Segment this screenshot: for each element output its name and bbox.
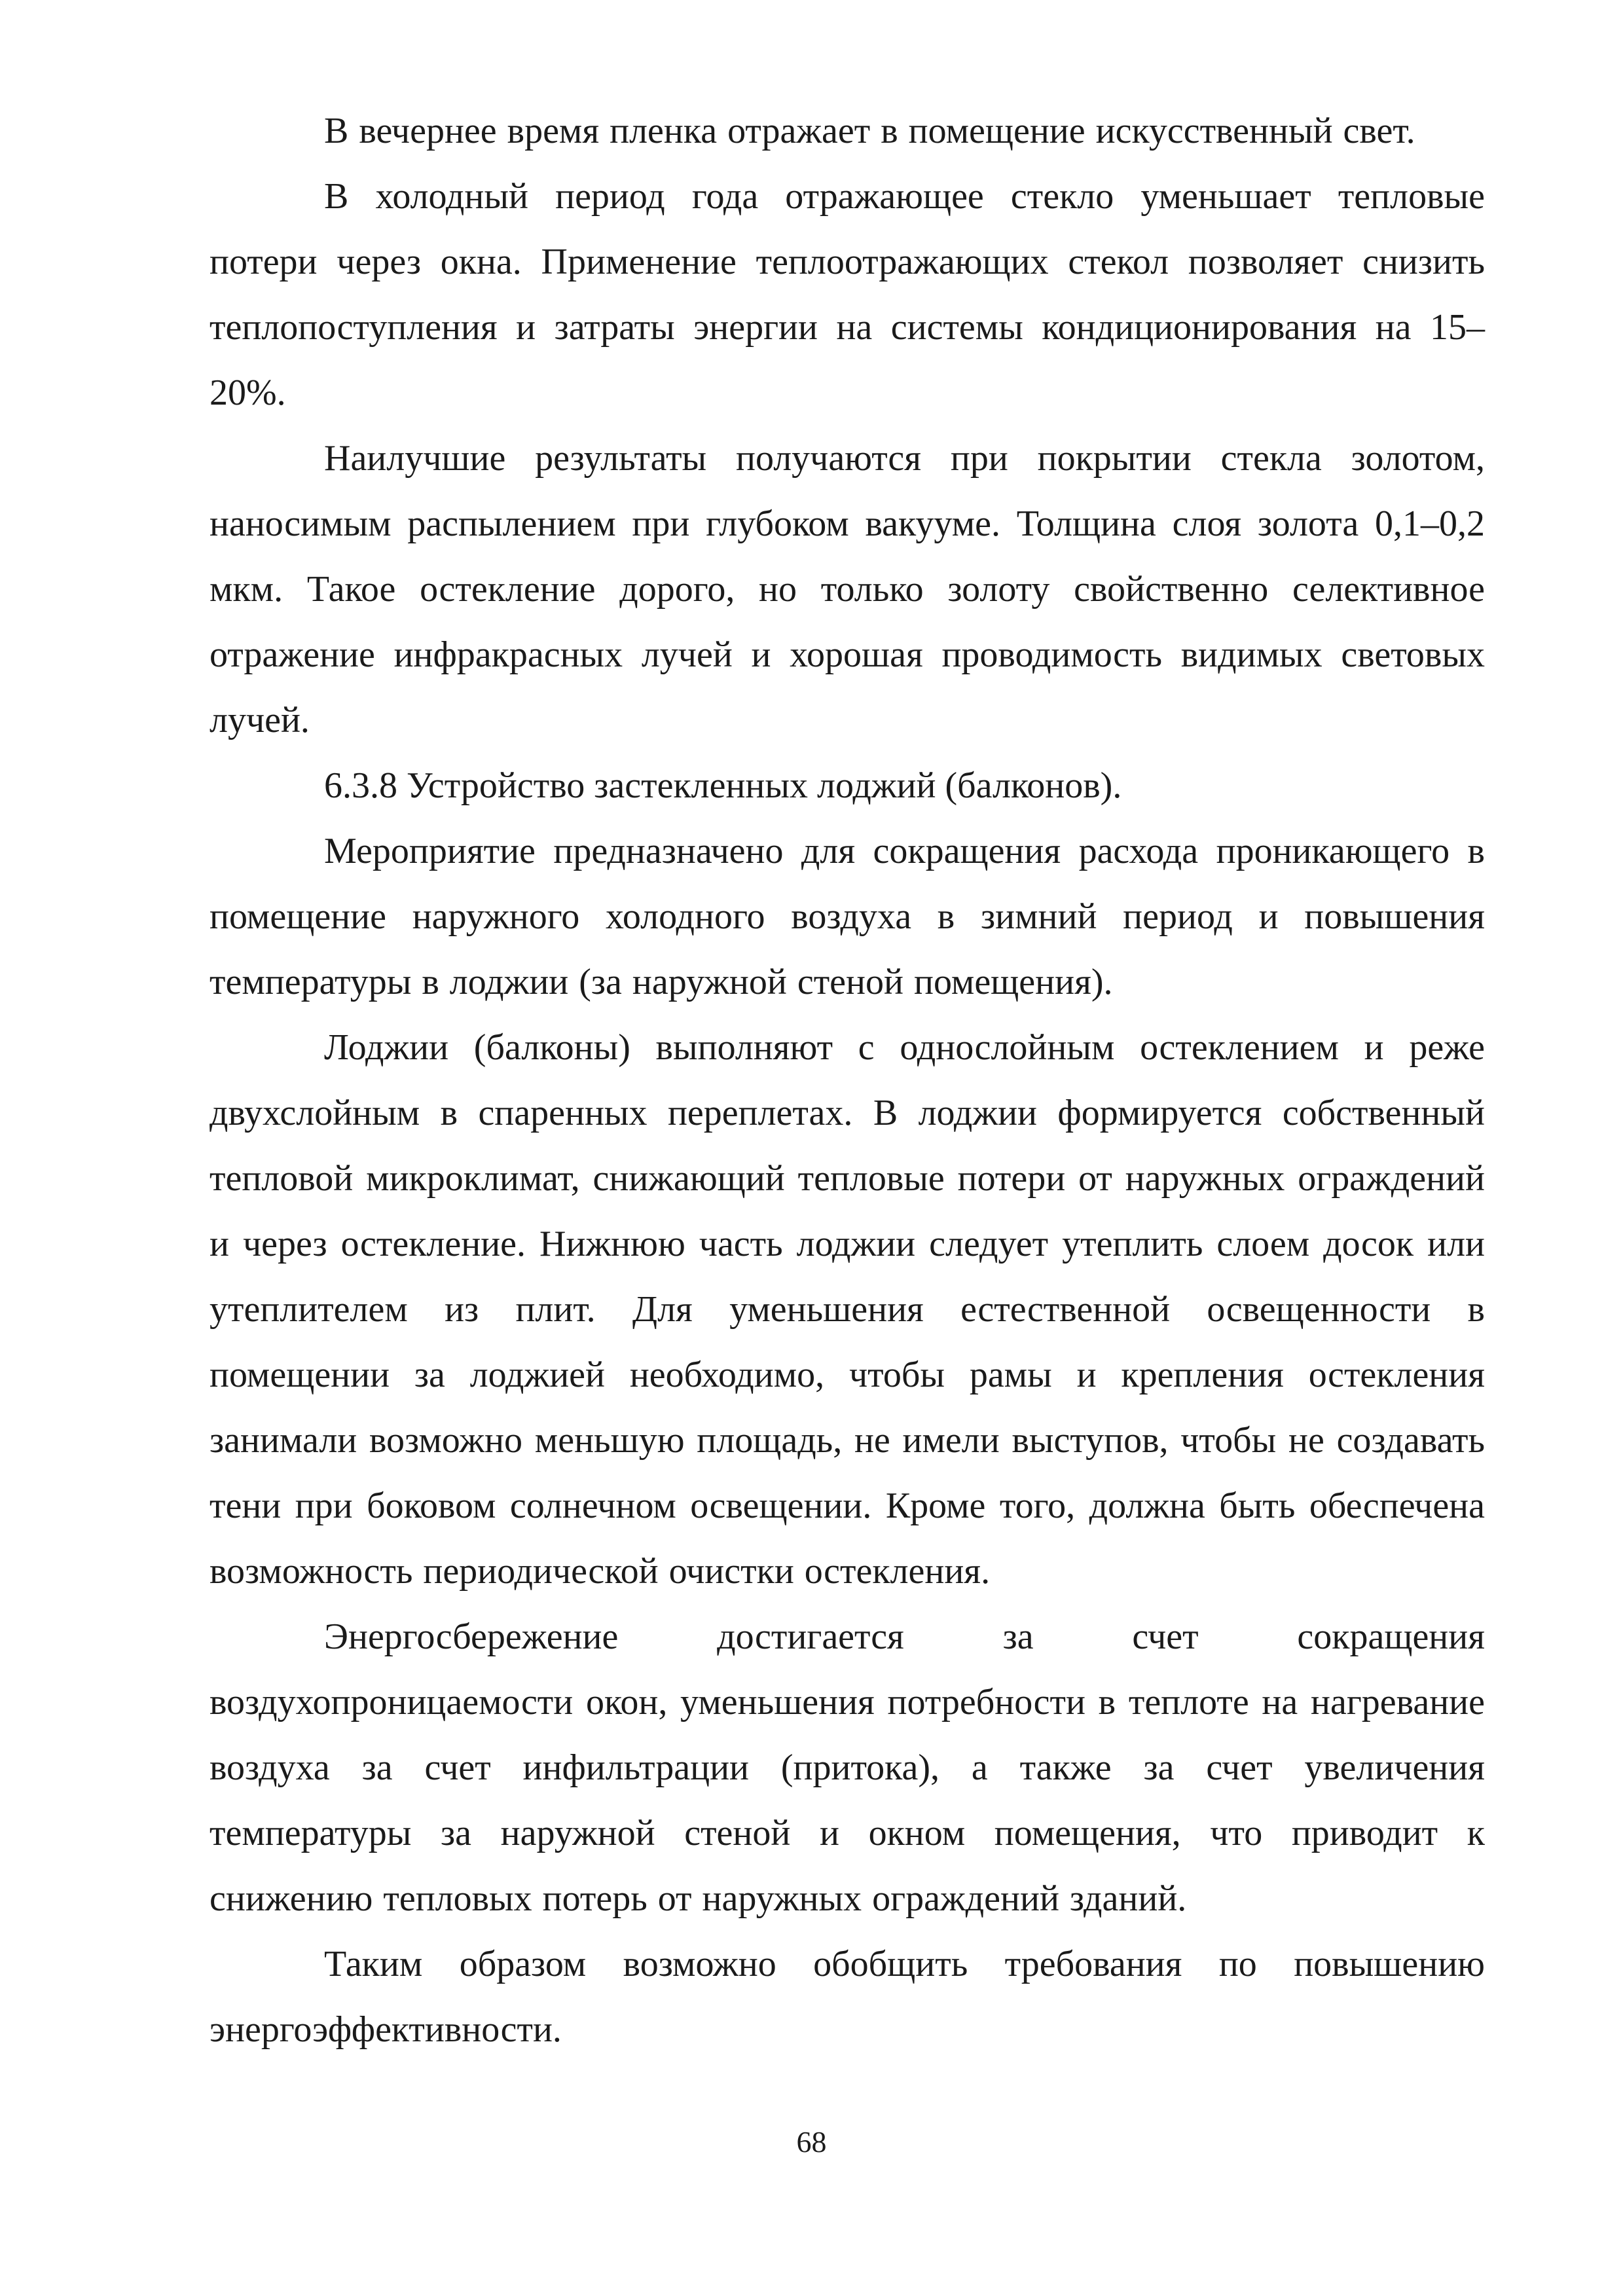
paragraph-energy-saving: Энергосбережение достигается за счет сокращения воздухопроницаемости окон, уменьшения потребности в теплоте на нагревание воздуха за счет инфильтрации (притока), а также за счет увеличения температуры за наружной стеной и окном помещения, что приводит к снижению тепловых потерь от наружных ограждений зданий. bbox=[210, 1616, 1485, 1919]
paragraph-evening-light: В вечернее время пленка отражает в помещение искусственный свет. bbox=[324, 111, 1415, 151]
page-number: 68 bbox=[796, 2125, 827, 2159]
section-heading-6-3-8: 6.3.8 Устройство застекленных лоджий (балконов). bbox=[324, 765, 1122, 806]
paragraph-summary: Таким образом возможно обобщить требования по повышению энергоэффективности. bbox=[210, 1944, 1485, 2050]
paragraph-measure-purpose: Мероприятие предназначено для сокращения расхода проникающего в помещение наружного холодного воздуха в зимний период и повышения температуры в лоджии (за наружной стеной помещения). bbox=[210, 831, 1485, 1002]
paragraph-cold-period: В холодный период года отражающее стекло уменьшает тепловые потери через окна. Применение теплоотражающих стекол позволяет снизить теплопоступления и затраты энергии на системы кондиционирования на 15–20%. bbox=[210, 176, 1485, 413]
paragraph-loggia-glazing: Лоджии (балконы) выполняют с однослойным остеклением и реже двухслойным в спаренных переплетах. В лоджии формируется собственный тепловой микроклимат, снижающий тепловые потери от наружных ограждений и через остекление. Нижнюю часть лоджии следует утеплить слоем досок или утеплителем из плит. Для уменьшения естественной освещенности в помещении за лоджией необходимо, чтобы рамы и крепления остекления занимали возможно меньшую площадь, не имели выступов, чтобы не создавать тени при боковом солнечном освещении. Кроме того, должна быть обеспечена возможность периодической очистки остекления. bbox=[210, 1027, 1485, 1592]
document-body bbox=[210, 98, 1485, 2062]
paragraph-gold-coating: Наилучшие результаты получаются при покрытии стекла золотом, наносимым распылением при глубоком вакууме. Толщина слоя золота 0,1–0,2 мкм. Такое остекление дорого, но только золоту свойственно селективное отражение инфракрасных лучей и хорошая проводимость видимых световых лучей. bbox=[210, 438, 1485, 740]
